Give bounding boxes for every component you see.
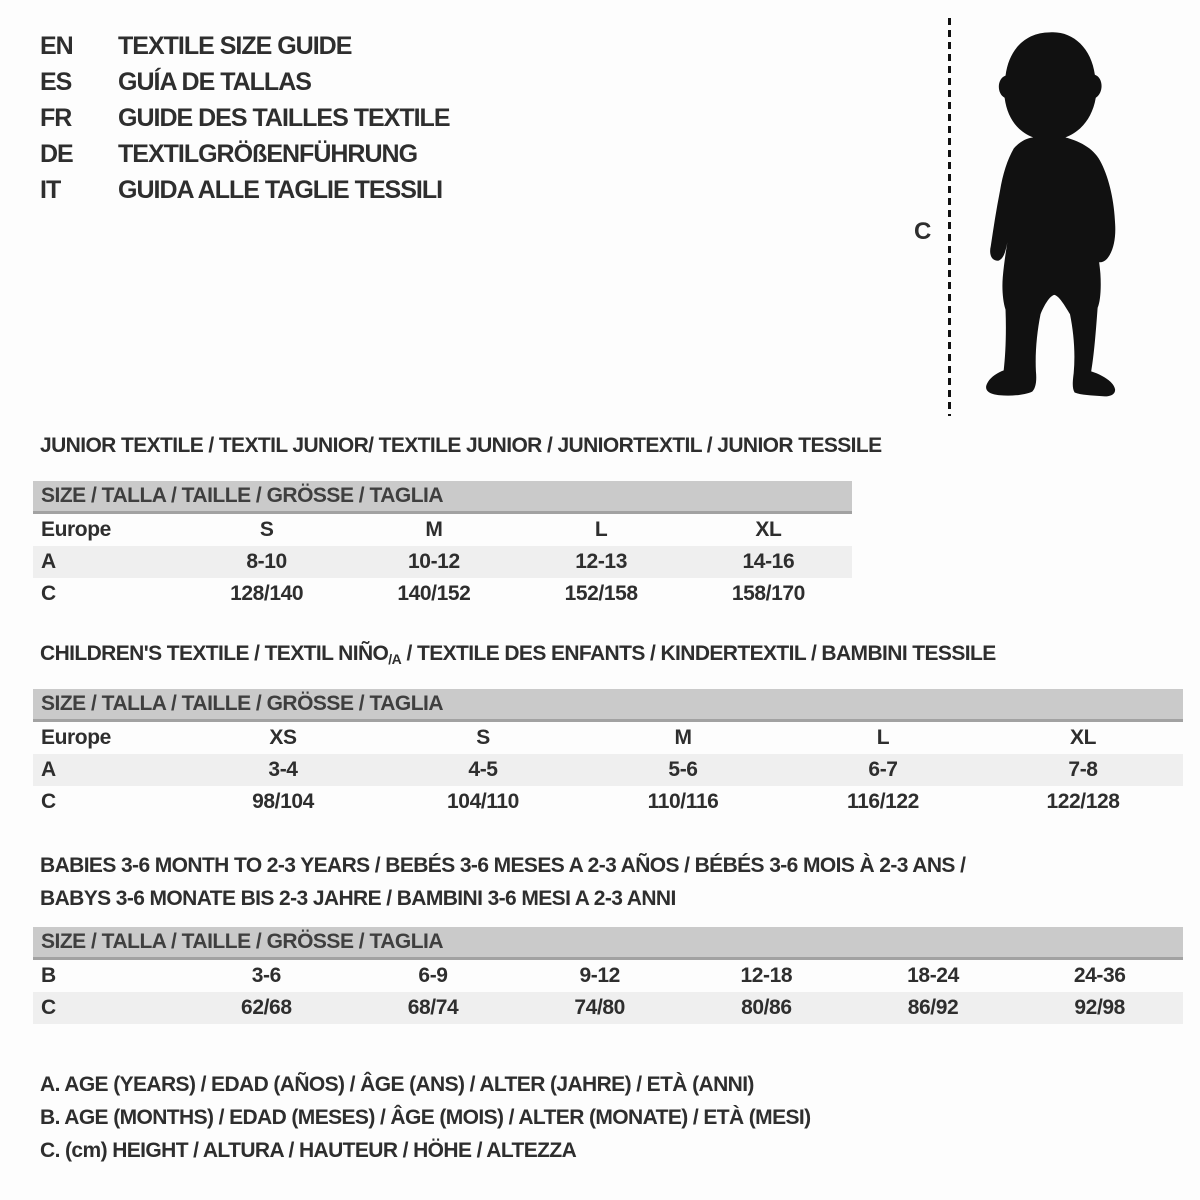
language-code: IT <box>40 175 61 204</box>
size-cell: 140/152 <box>397 582 471 605</box>
children-section-heading <box>40 642 996 667</box>
row-label: A <box>41 758 56 781</box>
language-code: FR <box>40 103 72 132</box>
size-cell: 3-4 <box>268 758 298 781</box>
size-table-header: SIZE / TALLA / TAILLE / GRÖSSE / TAGLIA <box>33 481 852 514</box>
size-cell: 62/68 <box>241 996 292 1019</box>
size-cell: 68/74 <box>407 996 459 1019</box>
table-row <box>33 960 1183 992</box>
children-size-table <box>33 689 1183 818</box>
babies-size-table <box>33 927 1183 1024</box>
size-cell: 158/170 <box>731 582 805 605</box>
size-cell: L <box>876 726 890 749</box>
junior-section-heading: JUNIOR TEXTILE / TEXTIL JUNIOR/ TEXTILE JUNIOR / JUNIORTEXTIL / JUNIOR TESSILE <box>40 434 882 457</box>
size-cell: 8-10 <box>246 550 287 573</box>
size-cell: S <box>476 726 490 749</box>
size-cell: M <box>674 726 692 749</box>
size-cell: 12-18 <box>740 964 793 987</box>
size-cell: 7-8 <box>1068 758 1098 781</box>
legend-line-b: B. AGE (MONTHS) / EDAD (MESES) / ÂGE (MOIS) / ALTER (MONATE) / ETÀ (MESI) <box>40 1106 811 1129</box>
children-heading-subscript: /A <box>388 651 402 667</box>
size-cell: 4-5 <box>468 758 498 781</box>
size-cell: 24-36 <box>1073 964 1126 987</box>
row-label: C <box>41 790 56 813</box>
children-heading-text: CHILDREN'S TEXTILE / TEXTIL NIÑO <box>40 642 389 665</box>
table-row <box>33 992 1183 1024</box>
language-code: DE <box>40 139 73 168</box>
size-cell: 86/92 <box>907 996 959 1019</box>
size-cell: 10-12 <box>408 550 460 573</box>
language-code: ES <box>40 67 72 96</box>
size-cell: 6-9 <box>418 964 448 987</box>
size-cell: 6-7 <box>868 758 898 781</box>
language-code: EN <box>40 31 73 60</box>
row-label: B <box>41 964 56 987</box>
size-cell: 12-13 <box>575 550 627 573</box>
language-row <box>40 64 450 100</box>
children-heading-text: / TEXTILE DES ENFANTS / KINDERTEXTIL / BAMBINI TESSILE <box>401 642 996 665</box>
height-measure-line <box>948 18 951 416</box>
size-cell: 104/110 <box>447 790 519 813</box>
size-cell: 98/104 <box>252 790 314 813</box>
size-cell: M <box>425 518 443 541</box>
size-cell: 92/98 <box>1074 996 1125 1019</box>
language-title-list <box>40 28 450 208</box>
table-row <box>33 546 852 578</box>
language-row <box>40 172 450 208</box>
size-cell: XL <box>1069 726 1097 749</box>
size-cell: 122/128 <box>1046 790 1120 813</box>
table-row <box>33 514 852 546</box>
row-label: Europe <box>41 726 111 749</box>
language-row <box>40 136 450 172</box>
guide-title: GUIDA ALLE TAGLIE TESSILI <box>118 175 443 204</box>
legend-line-a: A. AGE (YEARS) / EDAD (AÑOS) / ÂGE (ANS) / ALTER (JAHRE) / ETÀ (ANNI) <box>40 1073 754 1096</box>
babies-heading-line: BABYS 3-6 MONATE BIS 2-3 JAHRE / BAMBINI 3-6 MESI A 2-3 ANNI <box>40 887 676 910</box>
size-cell: 3-6 <box>251 964 281 987</box>
row-label: Europe <box>41 518 111 541</box>
size-cell: L <box>594 518 608 541</box>
size-table-header: SIZE / TALLA / TAILLE / GRÖSSE / TAGLIA <box>33 927 1183 960</box>
size-cell: 116/122 <box>847 790 919 813</box>
table-row <box>33 786 1183 818</box>
size-cell: 110/116 <box>647 790 719 813</box>
height-measure-label: C <box>914 218 931 245</box>
size-cell: 9-12 <box>579 964 620 987</box>
guide-title: TEXTILGRÖßENFÜHRUNG <box>118 139 418 168</box>
table-row <box>33 722 1183 754</box>
size-cell: XL <box>755 518 782 541</box>
size-cell: S <box>259 518 274 541</box>
size-cell: 5-6 <box>668 758 698 781</box>
size-table-header: SIZE / TALLA / TAILLE / GRÖSSE / TAGLIA <box>33 689 1183 722</box>
measurement-legend <box>40 1068 811 1167</box>
size-cell: 128/140 <box>230 582 304 605</box>
babies-section-heading <box>40 849 965 915</box>
table-row <box>33 754 1183 786</box>
language-row <box>40 28 450 64</box>
toddler-silhouette <box>965 15 1140 420</box>
guide-title: TEXTILE SIZE GUIDE <box>118 31 352 60</box>
row-label: A <box>41 550 56 573</box>
size-cell: 14-16 <box>742 550 795 573</box>
row-label: C <box>41 996 56 1019</box>
table-row <box>33 578 852 610</box>
row-label: C <box>41 582 56 605</box>
babies-heading-line: BABIES 3-6 MONTH TO 2-3 YEARS / BEBÉS 3-6 MESES A 2-3 AÑOS / BÉBÉS 3-6 MOIS À 2-3 ANS / <box>40 854 966 877</box>
junior-size-table <box>33 481 852 610</box>
guide-title: GUÍA DE TALLAS <box>118 67 311 96</box>
language-row <box>40 100 450 136</box>
size-cell: 74/80 <box>574 996 625 1019</box>
size-cell: 152/158 <box>564 582 638 605</box>
size-cell: 18-24 <box>907 964 959 987</box>
legend-line-c: C. (cm) HEIGHT / ALTURA / HAUTEUR / HÖHE / ALTEZZA <box>40 1139 577 1162</box>
size-cell: XS <box>269 726 297 749</box>
guide-title: GUIDE DES TAILLES TEXTILE <box>118 103 450 132</box>
size-cell: 80/86 <box>741 996 792 1019</box>
